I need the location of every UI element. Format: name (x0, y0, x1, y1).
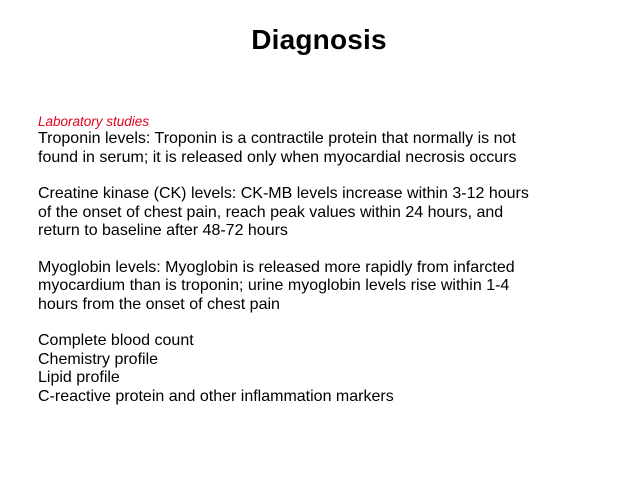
text-line: Creatine kinase (CK) levels: CK-MB levels increase within 3-12 hours (38, 185, 529, 202)
test-lipid-profile: Lipid profile (38, 369, 120, 386)
text-line: found in serum; it is released only when myocardial necrosis occurs (38, 148, 517, 166)
tests-list (38, 332, 608, 406)
test-complete-blood-count: Complete blood count (38, 332, 194, 349)
text-line: return to baseline after 48-72 hours (38, 222, 288, 239)
paragraph-troponin (38, 130, 608, 167)
text-line: Myoglobin levels: Myoglobin is released more rapidly from infarcted (38, 258, 515, 276)
test-chemistry-profile: Chemistry profile (38, 350, 159, 368)
paragraph-creatine-kinase (38, 185, 608, 241)
paragraph-myoglobin (38, 259, 608, 315)
slide-content (38, 113, 608, 406)
subheading-laboratory-studies: Laboratory studies (38, 114, 150, 129)
test-c-reactive-protein: C-reactive protein and other inflammation markers (38, 387, 394, 405)
text-line: hours from the onset of chest pain (38, 295, 280, 313)
text-line: of the onset of chest pain, reach peak values within 24 hours, and (38, 203, 504, 221)
text-line: myocardium than is troponin; urine myoglobin levels rise within 1-4 (38, 277, 510, 294)
slide-title: Diagnosis (251, 24, 387, 55)
spacer (38, 241, 608, 259)
spacer (38, 314, 608, 332)
text-line: Troponin levels: Troponin is a contractile protein that normally is not (38, 130, 516, 147)
spacer (38, 167, 608, 185)
